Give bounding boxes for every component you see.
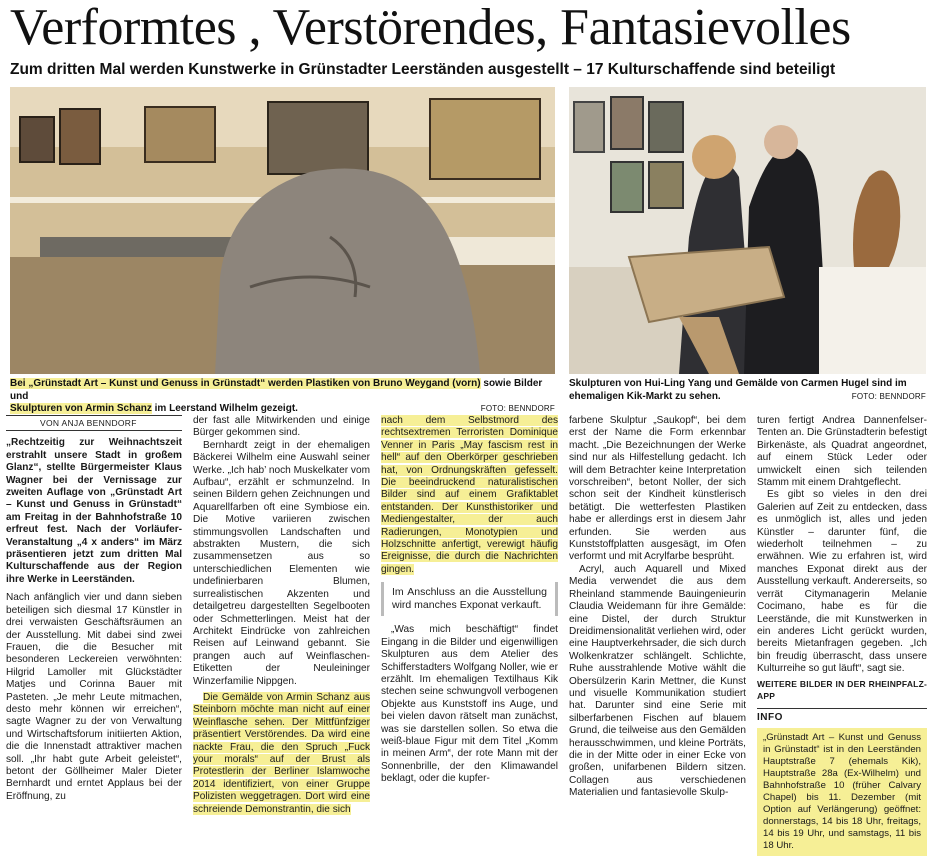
photo-credit-left: FOTO: BENNDORF xyxy=(480,404,555,413)
paragraph-highlighted: Die Gemälde von Armin Schanz aus Steinborn möchte man nicht auf einer Weinflasche sehen. Der Mittfünfziger präsentiert Verstörendes. Da wird eine nackte Frau, die den Spruch „Fuck your morals“ auf der Brust als Protestlerin der Berliner Islamwoche 2014 identifiziert, von einer Gruppe Polizisten weggetragen. Dort wird eine schreiende Demonstrantin, die sich xyxy=(193,691,370,815)
info-box: „Grünstadt Art – Kunst und Genuss in Grünstadt“ ist in den Leerständen Hauptstraße 7 (ehemals Kik), Hauptstraße 28a (Ex-Wilhelm) und Bahnhofstraße 10 (früher Calvary Chapel) bis 11. Dezember (mit Option auf Verlängerung) geöffnet: donnerstags, 14 bis 18 Uhr, freitags, 14 bis 19 Uhr, und samstags, 11 bis 18 Uhr. xyxy=(757,728,927,856)
article-column-2 xyxy=(193,415,370,816)
caption-right-text: Skulpturen von Hui-Ling Yang und Gemälde von Carmen Hugel sind im ehemaligen Kik-Markt zu sehen. xyxy=(569,378,907,402)
paragraph: farbene Skulptur „Saukopf“, bei dem erst der Name die Form erkennbar macht. „Die Bezeichnungen der Werke sind nur als Hilfestellung gedacht. Ich will dem Betrachter keine Interpretation vorschreiben“, betont Noller, der sich schon seit der Kindheit künstlerisch betätigt. Die wetterfesten Plastiken habe er allerdings erst in diesem Jahr erfunden. Sie werden aus Kunststoffplatten ausgesägt, im Ofen verformt und mit Acrylfarbe besprüht. xyxy=(569,415,746,563)
photo-gallery-sculpture xyxy=(10,87,555,374)
paragraph: turen fertigt Andrea Dannenfelser-Tenten an. Die Grünstadterin befestigt Birkenäste, als Quadrat angeordnet, auf einem Stück Leder oder umwickelt einen sich teilenden Stamm mit einem Drahtgeflecht. xyxy=(757,415,928,489)
paragraph: Es gibt so vieles in den drei Galerien auf Zeit zu entdecken, dass es unmöglich ist, alles und jeden Künstler – darunter fünf, die wiederholt teilnehmen – zu erwähnen. Wie zu erfahren ist, wird manches Exponat direkt aus der Ausstellung verkauft. Andererseits, so verrät Citymanagerin Melanie Cocimano, habe es für die Leerstände, die mit Kunstwerken in ein anderes Licht gerückt wurden, bereits Mietanfragen gegeben. „Ich bin freudig überrascht, dass unsere Kulturreihe so gut läuft“, sagt sie. xyxy=(757,489,927,675)
photo-credit-right: FOTO: BENNDORF xyxy=(851,391,926,401)
info-header: INFO xyxy=(757,708,927,724)
paragraph: Bernhardt zeigt in der ehemaligen Bäckerei Wilhelm eine Auswahl seiner Werke. „Ich hab’ noch Muskelkater vom Aufbau“, erzählt er schmunzelnd. In seinen Bildern gehen Zeichnungen und Aquarellfarben oft eine Symbiose ein. Die Motive variieren zwischen stimmungsvollen Landschaften und abstrakten Mustern, die sich zusammensetzen aus so unterschiedlichen Elementen wie undefinierbaren Blumen, surrealistischen Akzenten und detailgetreu dargestellten Segelbooten oder Schmetterlingen. Meist hat der Architekt Eindrücke von zahlreichen Reisen auf Leinwand gebannt. Sie prangen auch auf Weinflaschen-Etiketten der Neuleininger Winzerfamilie Nippgen. xyxy=(193,439,370,687)
article-column-1 xyxy=(6,415,182,803)
article-column-3 xyxy=(381,415,558,786)
lead-paragraph: „Rechtzeitig zur Weihnachtszeit erstrahlt unsere Stadt in großem Glanz“, stellte Bürgermeister Klaus Wagner bei der Vernissage zur zweiten Auflage von „Grünstadt Art – Kunst und Genuss in Grünstadt“ am Freitag in der Bahnhofstraße 10 erfreut fest. Nach der Vorläufer-Veranstaltung „4 x anders“ im März präsentieren jetzt zum dritten Mal Kulturschaffende aus der Region ihre Werke in Leerständen. xyxy=(6,437,182,585)
caption-left-end: im Leerstand Wilhelm gezeigt. xyxy=(151,403,298,414)
see-more-link[interactable]: WEITERE BILDER IN DER RHEINPFALZ-APP xyxy=(757,678,927,701)
paragraph: Acryl, auch Aquarell und Mixed Media verwendet die aus dem Rheinland stammende Bauingenieurin Claudia Weidemann für ihre Gemälde: eine Distel, der durch Struktur Dreidimensionalität verliehen wird, oder eine Hauptverkehrsader, die sich durch Wolkenkratzer schlängelt. Schlichte, Ruhe ausstrahlende Motive wählt die Obersülzerin Karin Mettner, die Kunst und visuelle Kommunikation studiert hat. Darunter sind eine Serie mit silberfarbenen Fischen auf blauem Grund, die teilweise aus den Gemälden herausschwimmen, und kleine Porträts, die in der Mitte oder in einer Ecke von großen, unifarbenen Bildern sitzen. Collagen aus verschiedenen Materialien und fantasievolle Skulp- xyxy=(569,563,746,799)
photo-kik-market xyxy=(569,87,926,374)
paragraph-highlighted: nach dem Selbstmord des rechtsextremen Terroristen Dominique Venner in Paris „May fascism rest in hell“ auf den Oberkörper geschrieben hat, von Ordnungskräften gefesselt. Die beeindruckend naturalistischen Bilder sind auf einem Grafiktablet entstanden. Der Kunsthistoriker und Mediengestalter, der auch Radierungen, Monotypien und Holzschnitte anfertigt, verewigt häufig Ereignisse, die durch die Nachrichten gingen. xyxy=(381,415,558,575)
article-column-4 xyxy=(569,415,746,800)
headline: Verformtes , Verstörendes, Fantasievolles xyxy=(10,0,851,56)
caption-left xyxy=(10,378,555,416)
paragraph: „Was mich beschäftigt“ findet Eingang in die Bilder und eigenwilligen Skulpturen aus dem Atelier des Schifferstadters Wolfgang Noller, wie er erzählt. Im ehemaligen Textilhaus Kik stechen seine schwungvoll verbogenen Objekte aus Kunststoff ins Auge, und bei vielen davon rätselt man zunächst, was sie darstellen sollen. So etwa die weiß-blaue Figur mit dem Titel „Komm in meinen Arm“, der rote Mann mit der Sonnenbrille, der den Klimawandel beklagt, oder die kupfer- xyxy=(381,624,558,785)
subheadline: Zum dritten Mal werden Kunstwerke in Grünstadter Leerständen ausgestellt – 17 Kulturschaffende sind beteiligt xyxy=(10,61,836,78)
caption-left-highlight: Bei „Grünstadt Art – Kunst und Genuss in Grünstadt“ werden Plastiken von Bruno Weygand (vorn) xyxy=(10,378,481,389)
article-column-5 xyxy=(757,415,927,856)
caption-left-artist: Skulpturen von Armin Schanz xyxy=(10,403,152,414)
caption-right xyxy=(569,378,926,403)
caption-left-rest: sowie Bilder und xyxy=(10,378,543,402)
paragraph: Nach anfänglich vier und dann sieben beteiligen sich diesmal 17 Künstler in drei verwaisten Geschäftsräumen an der Ausstellung. Mit dabei sind zwei Frauen, die die Besucher mit besonderen Leckereien verwöhnten: Hilgrid Lamoller mit Glückstädter Matjes und Corinna Bauer mit Pasteten. „Je mehr Leute mitmachen, desto mehr können wir erreichen“, sagte Wagner zu der von Verwaltung und Wirtschaftsforum initiierten Aktion, die die Innenstadt attraktiver machen soll. „Ihr habt gute Arbeit geleistet“, betont der Göllheimer Maler Dieter Bernhardt und erntet Applaus bei der Eröffnung, zu xyxy=(6,592,182,802)
paragraph: der fast alle Mitwirkenden und einige Bürger gekommen sind. xyxy=(193,415,370,439)
byline: VON ANJA BENNDORF xyxy=(6,415,182,431)
photo-kik-market-image xyxy=(569,87,926,374)
photo-gallery-sculpture-image xyxy=(10,87,555,374)
pull-quote: Im Anschluss an die Ausstellung wird manches Exponat verkauft. xyxy=(381,582,558,616)
